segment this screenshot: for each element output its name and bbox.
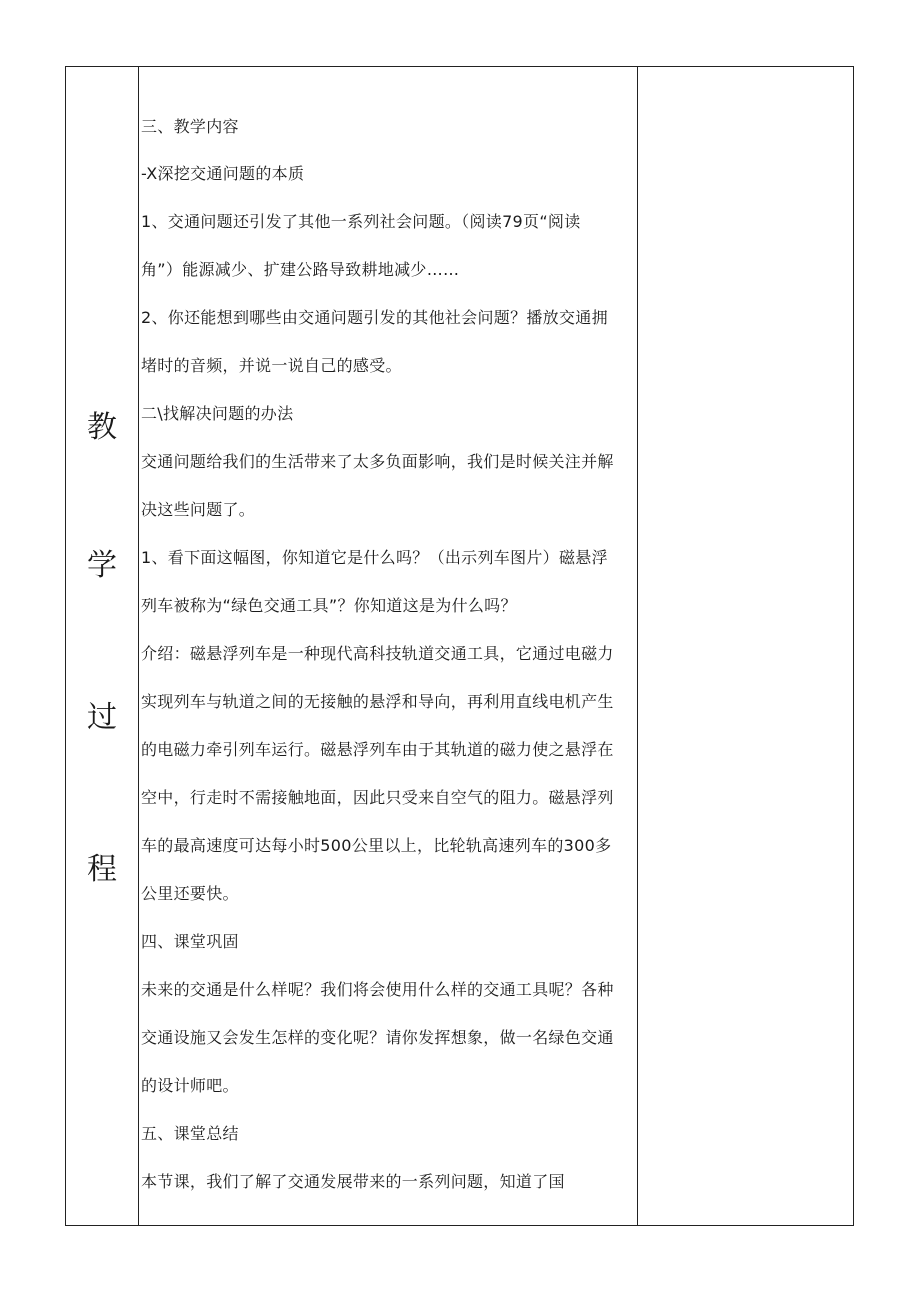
text-line: 角”）能源减少、扩建公路导致耕地减少…… <box>141 260 460 279</box>
text-line: 1、交通问题还引发了其他一系列社会问题。（阅读79页“阅读 <box>141 212 581 231</box>
text-line: 公里还要快。 <box>141 884 239 903</box>
text-line: 的电磁力牵引列车运行。磁悬浮列车由于其轨道的磁力使之悬浮在 <box>141 740 614 759</box>
text-line: 堵时的音频，并说一说自己的感受。 <box>141 356 402 375</box>
side-label-char: 教 <box>87 410 117 445</box>
text-line: 列车被称为“绿色交通工具”？你知道这是为什么吗？ <box>141 596 517 615</box>
text-line: 交通设施又会发生怎样的变化呢？请你发挥想象，做一名绿色交通 <box>141 1028 614 1047</box>
subsection-heading: -X深挖交通问题的本质 <box>141 164 305 183</box>
side-label-char: 过 <box>87 700 117 735</box>
text-line: 本节课，我们了解了交通发展带来的一系列问题，知道了国 <box>141 1172 565 1191</box>
text-line: 介绍：磁悬浮列车是一种现代高科技轨道交通工具，它通过电磁力 <box>141 644 614 663</box>
column-divider-right <box>637 67 638 1225</box>
text-line: 交通问题给我们的生活带来了太多负面影响，我们是时候关注并解 <box>141 452 614 471</box>
text-line: 空中，行走时不需接触地面，因此只受来自空气的阻力。磁悬浮列 <box>141 788 614 807</box>
subsection-heading: 二\找解决问题的办法 <box>141 404 294 423</box>
side-label-char: 程 <box>87 852 117 887</box>
text-line: 车的最高速度可达每小时500公里以上，比轮轨高速列车的300多 <box>141 836 612 855</box>
text-line: 未来的交通是什么样呢？我们将会使用什么样的交通工具呢？各种 <box>141 980 614 999</box>
text-line: 的设计师吧。 <box>141 1076 239 1095</box>
section-heading: 三、教学内容 <box>141 117 239 136</box>
section-heading: 四、课堂巩固 <box>141 932 239 951</box>
section-heading: 五、课堂总结 <box>141 1124 239 1143</box>
text-line: 决这些问题了。 <box>141 500 256 519</box>
column-divider-left <box>138 67 139 1225</box>
lesson-table <box>65 66 854 1226</box>
text-line: 1、看下面这幅图，你知道它是什么吗？（出示列车图片）磁悬浮 <box>141 548 608 567</box>
side-label-char: 学 <box>87 548 117 583</box>
text-line: 2、你还能想到哪些由交通问题引发的其他社会问题？播放交通拥 <box>141 308 608 327</box>
text-line: 实现列车与轨道之间的无接触的悬浮和导向，再利用直线电机产生 <box>141 692 614 711</box>
